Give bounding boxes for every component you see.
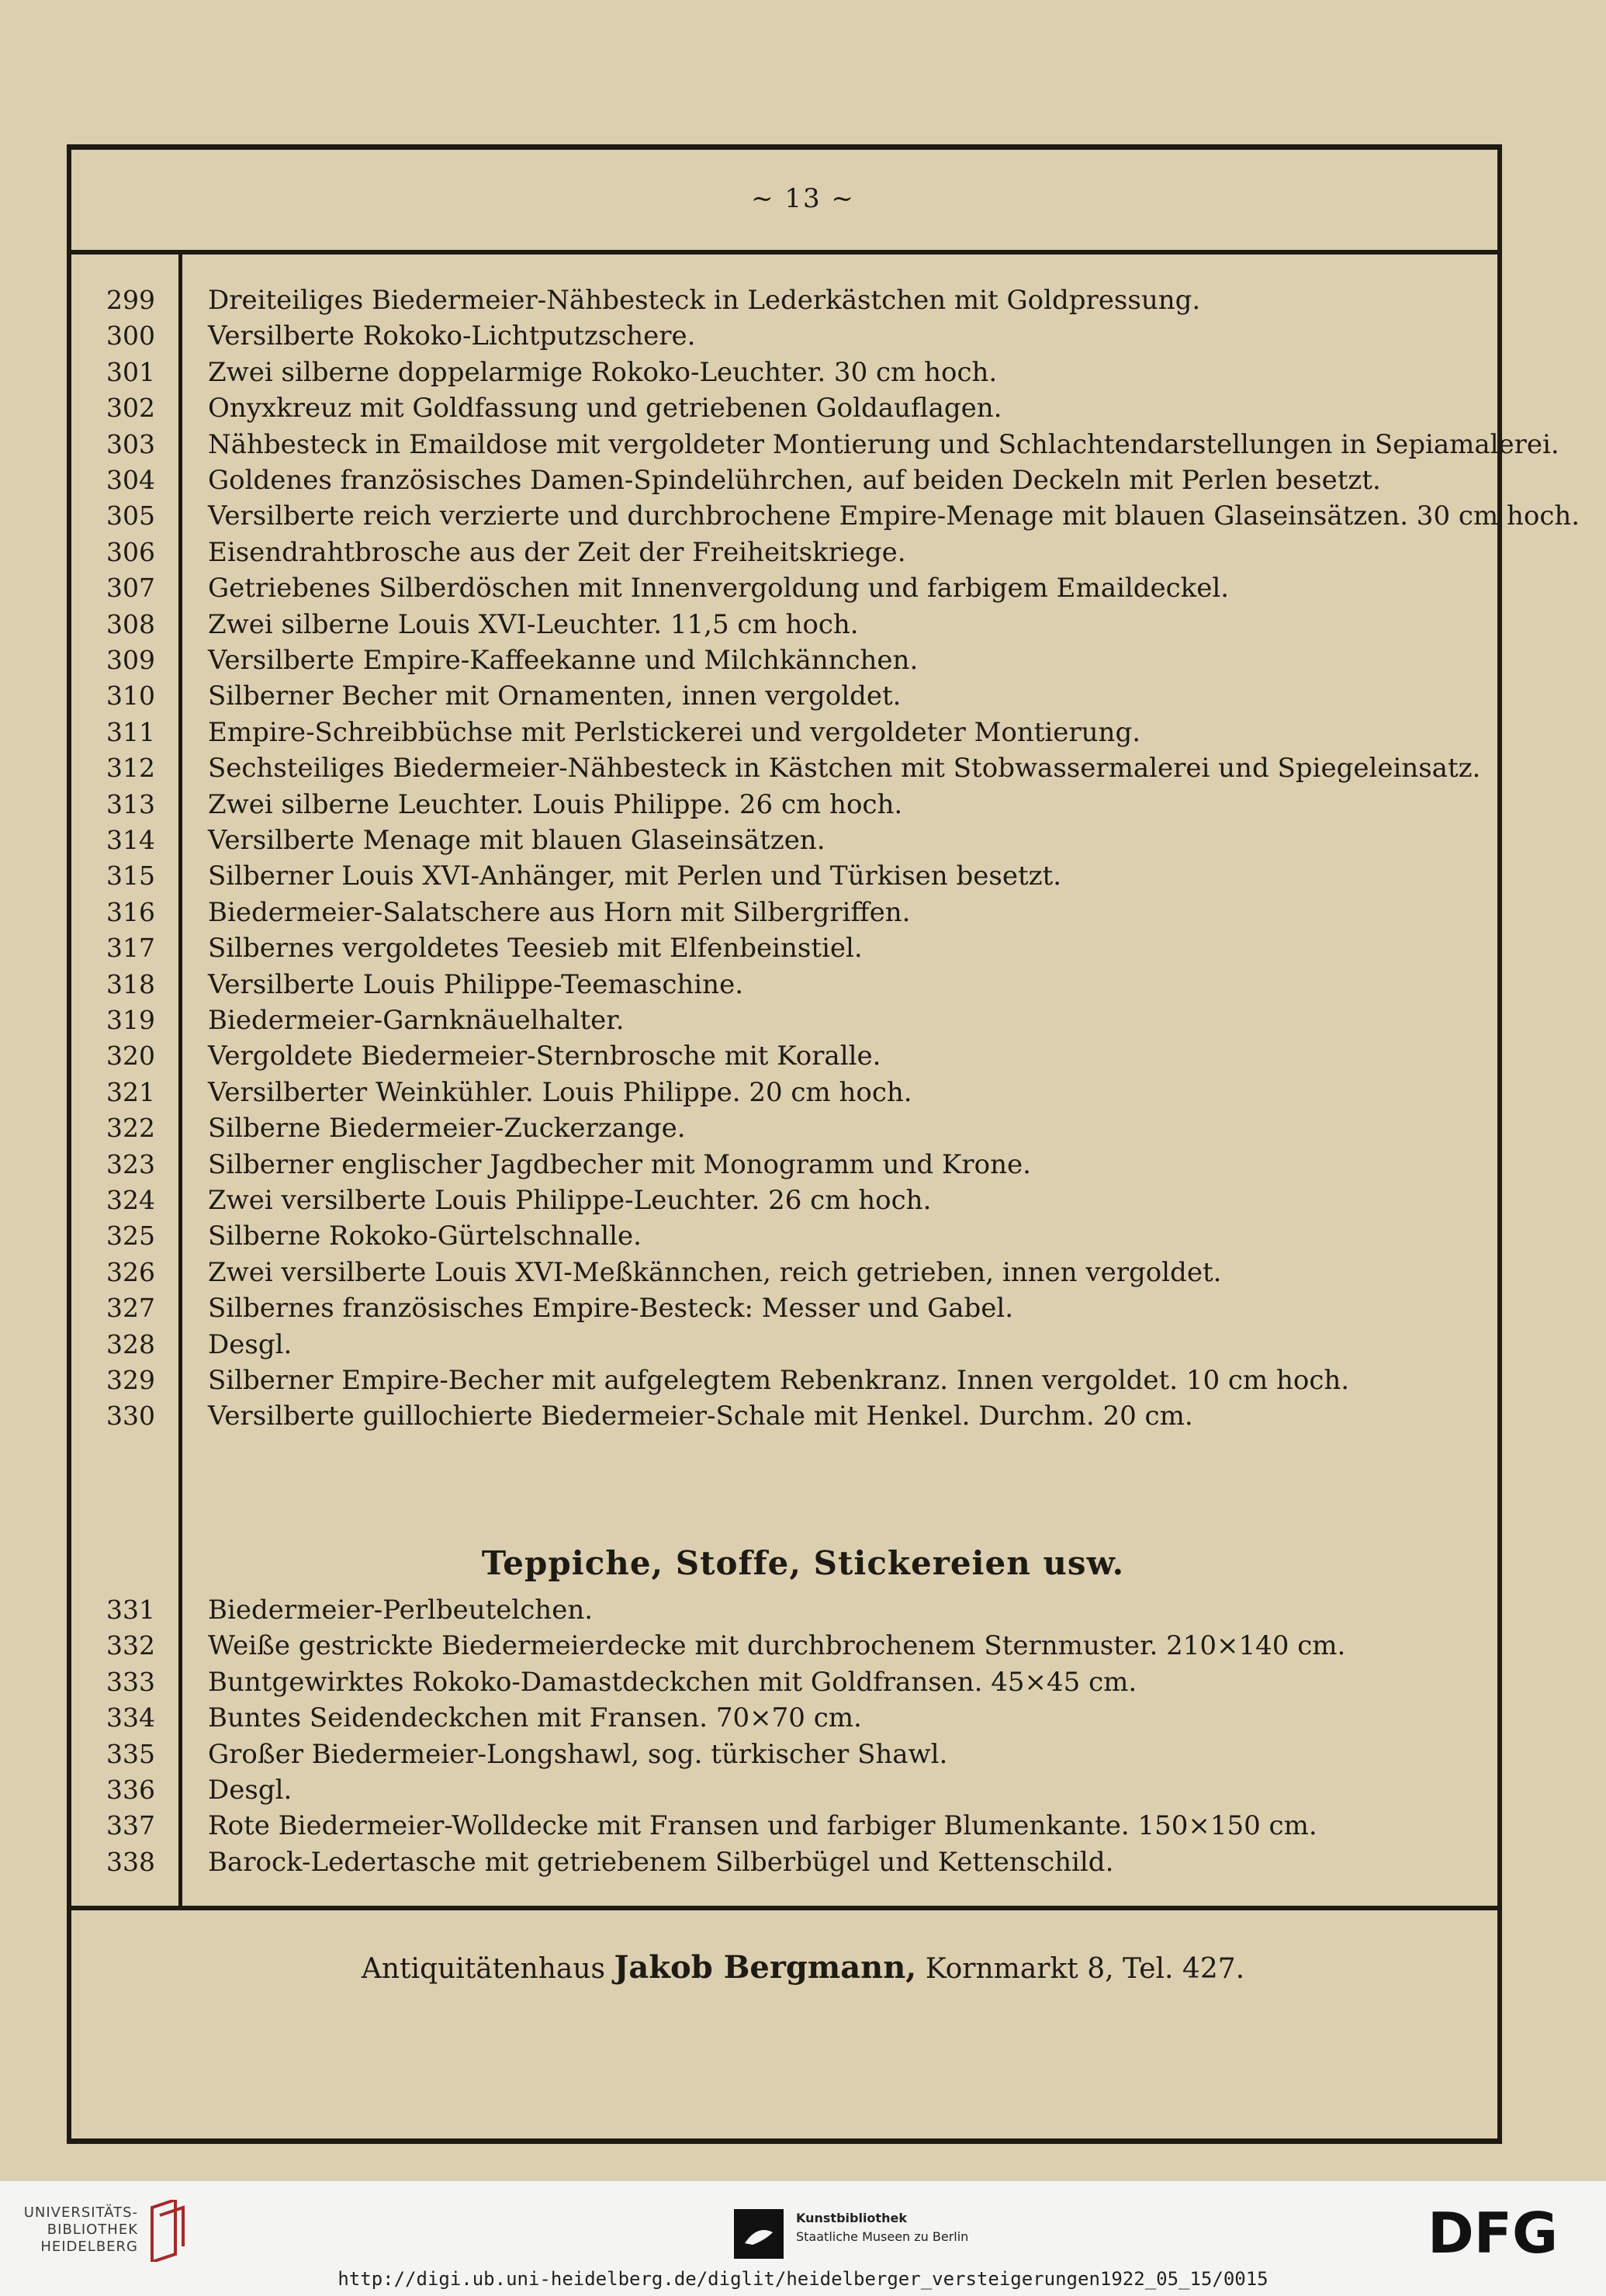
lot-row	[70, 535, 1497, 570]
lot-number: 338	[106, 1846, 155, 1877]
uni-line-1: UNIVERSITÄTS-	[23, 2204, 138, 2221]
lot-number: 327	[106, 1293, 155, 1324]
footer-name: Jakob Bergmann,	[614, 1949, 917, 1986]
lot-row	[70, 1700, 1497, 1736]
lot-row	[70, 967, 1497, 1003]
page-number	[0, 183, 1606, 214]
lot-number: 325	[106, 1221, 155, 1252]
kb-line-2: Staatliche Museen zu Berlin	[796, 2229, 969, 2244]
page-number-text: 13	[784, 183, 822, 214]
lot-description: Nähbesteck in Emaildose mit vergoldeter Montierung und Schlachtendarstellungen in Sepiamalerei.	[208, 428, 1559, 460]
lot-number: 323	[106, 1148, 155, 1179]
lot-number: 333	[106, 1666, 155, 1697]
lot-number: 299	[106, 285, 155, 315]
lot-row	[70, 462, 1497, 498]
lot-description: Versilberte Rokoko-Lichtputzschere.	[208, 320, 696, 352]
lot-number: 334	[106, 1702, 155, 1733]
lot-description: Versilberte Empire-Kaffeekanne und Milchkännchen.	[208, 645, 919, 676]
lot-number: 322	[106, 1113, 155, 1144]
lot-number: 302	[106, 393, 155, 424]
lot-row	[70, 318, 1497, 354]
lot-number: 303	[106, 428, 155, 459]
lot-number: 332	[106, 1630, 155, 1661]
lot-row	[70, 895, 1497, 930]
lot-row	[70, 390, 1497, 426]
lot-description: Getriebenes Silberdöschen mit Innenvergoldung und farbigem Emaildeckel.	[208, 573, 1230, 604]
lot-description: Eisendrahtbrosche aus der Zeit der Freiheitskriege.	[208, 536, 906, 568]
lot-row	[70, 750, 1497, 786]
lot-row	[70, 715, 1497, 750]
lot-description: Desgl.	[208, 1775, 292, 1806]
lot-row	[70, 787, 1497, 822]
lot-description: Dreiteiliges Biedermeier-Nähbesteck in Lederkästchen mit Goldpressung.	[208, 285, 1201, 316]
lot-row	[70, 1592, 1497, 1628]
lot-number: 300	[106, 320, 155, 351]
lot-description: Versilberte Menage mit blauen Glaseinsätzen.	[208, 825, 825, 856]
lot-description: Zwei versilberte Louis XVI-Meßkännchen, reich getrieben, innen vergoldet.	[208, 1256, 1222, 1288]
lot-number: 308	[106, 608, 155, 639]
lot-row	[70, 1808, 1497, 1844]
lot-number: 306	[106, 536, 155, 567]
lot-description: Versilberter Weinkühler. Louis Philippe. 20 cm hoch.	[208, 1076, 912, 1108]
lot-description: Versilberte Louis Philippe-Teemaschine.	[208, 968, 744, 1000]
lot-description: Biedermeier-Garnknäuelhalter.	[208, 1005, 625, 1036]
footer-prefix: Antiquitätenhaus	[361, 1953, 606, 1985]
lot-number: 324	[106, 1185, 155, 1215]
lot-number: 313	[106, 788, 155, 819]
lot-row	[70, 1183, 1497, 1218]
lot-description: Barock-Ledertasche mit getriebenem Silberbügel und Kettenschild.	[208, 1846, 1114, 1878]
lot-row	[70, 1110, 1497, 1146]
lot-row	[70, 858, 1497, 894]
lot-number: 311	[106, 716, 155, 747]
lot-description: Buntes Seidendeckchen mit Fransen. 70×70 cm.	[208, 1702, 862, 1734]
lot-row	[70, 930, 1497, 966]
source-url[interactable]: http://digi.ub.uni-heidelberg.de/diglit/heidelberger_versteigerungen1922_05_15/0015	[337, 2268, 1269, 2290]
lot-number: 321	[106, 1076, 155, 1107]
lot-description: Silberner englischer Jagdbecher mit Monogramm und Krone.	[208, 1148, 1031, 1180]
lot-row	[70, 607, 1497, 642]
lot-number: 314	[106, 825, 155, 855]
lot-number: 316	[106, 896, 155, 927]
lot-row	[70, 1218, 1497, 1254]
lot-number: 304	[106, 465, 155, 495]
ornament-right-icon: ~	[821, 183, 855, 214]
lot-description: Zwei silberne Leuchter. Louis Philippe. 26 cm hoch.	[208, 788, 903, 820]
footer-suffix: Kornmarkt 8, Tel. 427.	[925, 1953, 1245, 1985]
lot-row	[70, 1255, 1497, 1290]
lot-number: 335	[106, 1738, 155, 1769]
dfg-logo-icon	[1428, 2204, 1583, 2259]
lot-description: Onyxkreuz mit Goldfassung und getriebenen Goldauflagen.	[208, 393, 1002, 424]
lot-row	[70, 1147, 1497, 1183]
kb-line-1: Kunstbibliothek	[796, 2211, 907, 2225]
lot-row	[70, 1398, 1497, 1434]
lot-row	[70, 1664, 1497, 1700]
lot-number: 331	[106, 1595, 155, 1625]
lot-row	[70, 1327, 1497, 1363]
lot-description: Buntgewirktes Rokoko-Damastdeckchen mit Goldfransen. 45×45 cm.	[208, 1666, 1137, 1698]
lot-row	[70, 1038, 1497, 1074]
lot-number: 312	[106, 753, 155, 784]
kunstbibliothek-logo-icon	[734, 2209, 784, 2259]
digitization-banner	[0, 2180, 1606, 2296]
lot-row	[70, 570, 1497, 606]
lot-description: Versilberte reich verzierte und durchbrochene Empire-Menage mit blauen Glaseinsätzen. 30 cm hoch.	[208, 500, 1580, 532]
lot-description: Zwei versilberte Louis Philippe-Leuchter. 26 cm hoch.	[208, 1185, 932, 1216]
lot-description: Silbernes vergoldetes Teesieb mit Elfenbeinstiel.	[208, 933, 863, 964]
lot-description: Silberne Biedermeier-Zuckerzange.	[208, 1113, 686, 1145]
lot-row	[70, 1628, 1497, 1664]
lot-number: 336	[106, 1775, 155, 1805]
lot-number: 319	[106, 1005, 155, 1035]
lot-row	[70, 1290, 1497, 1326]
dfg-text: DFG	[1428, 2204, 1559, 2259]
lot-number: 326	[106, 1256, 155, 1287]
lot-number: 309	[106, 645, 155, 675]
lot-number: 318	[106, 968, 155, 999]
lot-number: 315	[106, 861, 155, 892]
lot-description: Silbernes französisches Empire-Besteck: Messer und Gabel.	[208, 1293, 1014, 1325]
lot-row	[70, 1737, 1497, 1772]
lot-number: 320	[106, 1041, 155, 1072]
university-library-label	[22, 2204, 138, 2256]
section-heading: Teppiche, Stoffe, Stickereien usw.	[481, 1544, 1125, 1582]
lot-description: Rote Biedermeier-Wolldecke mit Fransen und farbiger Blumenkante. 150×150 cm.	[208, 1810, 1317, 1842]
lot-description: Silberne Rokoko-Gürtelschnalle.	[208, 1221, 642, 1252]
lot-row	[70, 678, 1497, 714]
lot-description: Silberner Empire-Becher mit aufgelegtem Rebenkranz. Innen vergoldet. 10 cm hoch.	[208, 1365, 1350, 1396]
lot-number: 317	[106, 933, 155, 964]
kunstbibliothek-label	[796, 2209, 968, 2246]
lot-row	[70, 1772, 1497, 1808]
lot-row	[70, 642, 1497, 678]
lot-description: Zwei silberne Louis XVI-Leuchter. 11,5 cm hoch.	[208, 608, 859, 640]
lot-description: Versilberte guillochierte Biedermeier-Schale mit Henkel. Durchm. 20 cm.	[208, 1401, 1193, 1432]
ornament-left-icon: ~	[751, 183, 785, 214]
footer-rule	[67, 1906, 1502, 1910]
uni-line-2: BIBLIOTHEK	[47, 2222, 138, 2238]
lot-number: 307	[106, 573, 155, 604]
lot-row	[70, 1003, 1497, 1038]
footer-imprint	[0, 1949, 1606, 1986]
header-rule	[67, 250, 1502, 255]
lot-description: Zwei silberne doppelarmige Rokoko-Leuchter. 30 cm hoch.	[208, 356, 998, 388]
lot-number: 330	[106, 1401, 155, 1432]
lot-number: 337	[106, 1810, 155, 1841]
lot-row	[70, 282, 1497, 318]
lot-description: Großer Biedermeier-Longshawl, sog. türkischer Shawl.	[208, 1738, 948, 1770]
lot-number: 305	[106, 500, 155, 532]
lot-description: Empire-Schreibbüchse mit Perlstickerei und vergoldeter Montierung.	[208, 716, 1141, 748]
lot-description: Weiße gestrickte Biedermeierdecke mit durchbrochenem Sternmuster. 210×140 cm.	[208, 1630, 1346, 1662]
lot-number: 310	[106, 680, 155, 712]
lot-row	[70, 1844, 1497, 1880]
uni-line-3: HEIDELBERG	[40, 2239, 138, 2255]
lot-number: 329	[106, 1365, 155, 1395]
lot-description: Sechsteiliges Biedermeier-Nähbesteck in Kästchen mit Stobwassermalerei und Spiegeleinsatz.	[208, 753, 1481, 784]
frame-bottom-rule	[67, 2138, 1502, 2144]
lot-row	[70, 427, 1559, 462]
lot-number: 328	[106, 1328, 155, 1359]
lot-number: 301	[106, 356, 155, 387]
lot-row	[70, 822, 1497, 858]
university-logo-icon	[144, 2200, 191, 2262]
lot-description: Goldenes französisches Damen-Spindelührchen, auf beiden Deckeln mit Perlen besetzt.	[208, 465, 1381, 496]
lot-description: Silberner Becher mit Ornamenten, innen vergoldet.	[208, 680, 902, 712]
lot-description: Desgl.	[208, 1328, 292, 1360]
lot-description: Biedermeier-Salatschere aus Horn mit Silbergriffen.	[208, 896, 911, 928]
lot-row	[70, 498, 1580, 534]
lot-row	[70, 1363, 1497, 1398]
lot-description: Silberner Louis XVI-Anhänger, mit Perlen und Türkisen besetzt.	[208, 861, 1062, 892]
lot-description: Vergoldete Biedermeier-Sternbrosche mit Koralle.	[208, 1041, 881, 1072]
lot-description: Biedermeier-Perlbeutelchen.	[208, 1595, 594, 1626]
lot-row	[70, 355, 1497, 390]
lot-row	[70, 1075, 1497, 1110]
